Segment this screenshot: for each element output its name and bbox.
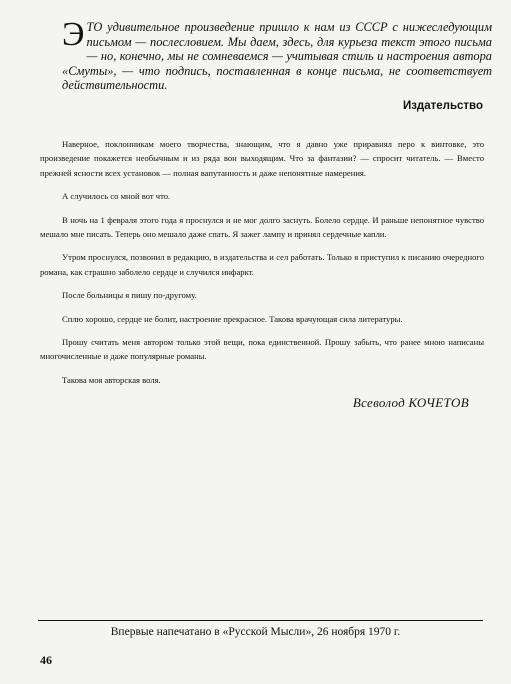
letter-paragraph: Наверное, поклонникам моего творчества, знающим, что я давно уже приравнял перо к винтовке, это произведение покажется необычным и из ряда вон выходящим. Что за фантазии? — спросит читатель. — Вместо прежней ясности всех установок — полная вапутанность и даже непонятные намерения.: [40, 139, 484, 178]
publication-note: Впервые напечатано в «Русской Мысли», 26 ноября 1970 г.: [110, 626, 401, 638]
letter-paragraph: После больницы я пишу по-другому.: [62, 290, 197, 301]
drop-cap: Э: [62, 16, 85, 53]
letter-body: [40, 137, 484, 396]
footnote-divider: [38, 620, 483, 621]
letter-paragraph: Такова моя авторская воля.: [62, 374, 161, 385]
letter-paragraph: Прошу считать меня автором только этой вещи, пока единственной. Прошу забыть, что ранее мною написаны многочисленные и даже популярные романы.: [40, 337, 484, 362]
page-number: 46: [40, 653, 52, 667]
letter-paragraph: В ночь на 1 февраля этого года я проснулся и не мог долго заснуть. Болело сердце. И раньше непонятное чувство мешало мне писать. Теперь оно мешало даже спать. Я зажег лампу и принял сердечные капли.: [40, 214, 484, 240]
letter-paragraph: А случилось со мной вот что.: [62, 191, 171, 202]
letter-paragraph: Сплю хорошо, сердце не болит, настроение прекрасное. Такова врачующая сила литературы.: [62, 313, 403, 324]
author-signature: Всеволод КОЧЕТОВ: [352, 395, 469, 410]
editorial-intro: [62, 16, 492, 93]
intro-text: ТО удивительное произведение пришло к нам из СССР с нижеследующим письмом — послесловием. Мы даем, здесь, для курьеза текст этого письма — но, конечно, мы не сомневаемся — учитывая стиль и настроения автора «Смуты», — что подпись, поставленная в конце письма, не соответствует действительности.: [62, 20, 492, 92]
letter-paragraph: Утром проснулся, позвонил в редакцию, в издательства и сел работать. Только я приступил к писанию очередного романа, как страшно заболело сердце и случился инфаркт.: [40, 252, 484, 277]
publisher-label: Издательство: [402, 100, 483, 112]
